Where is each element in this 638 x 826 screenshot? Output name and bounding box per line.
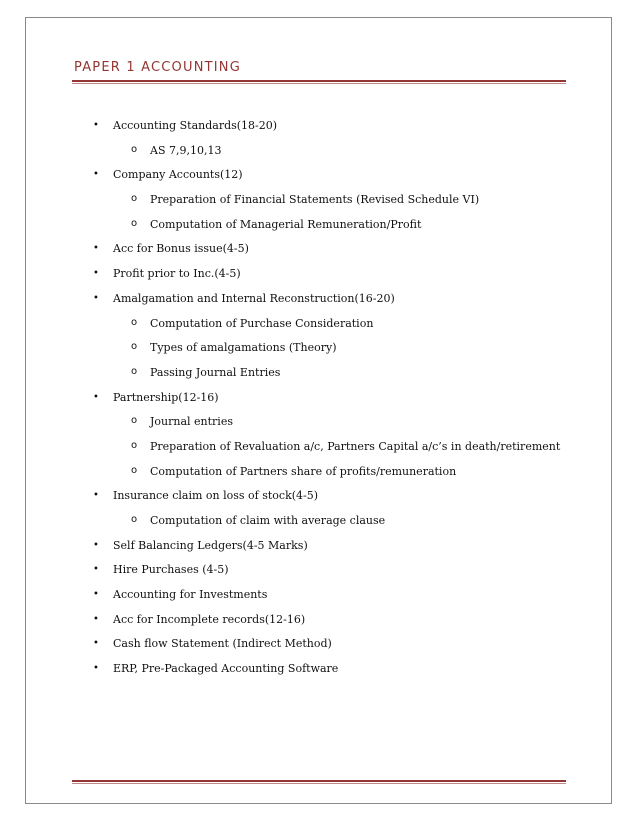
bullet-icon: •	[93, 391, 99, 403]
list-item-text: ERP, Pre-Packaged Accounting Software	[113, 662, 339, 676]
bullet-icon: •	[93, 120, 99, 131]
list-item-text: Cash flow Statement (Indirect Method)	[113, 637, 332, 651]
bullet-icon: •	[93, 539, 99, 551]
list-item-text: Computation of Managerial Remuneration/Profit	[150, 217, 422, 231]
list-item-text: Insurance claim on loss of stock(4-5)	[113, 489, 319, 503]
list-item	[0, 583, 638, 608]
sub-list-item	[0, 139, 638, 164]
hollow-bullet-icon: o	[131, 341, 138, 353]
sub-list-item	[0, 312, 638, 337]
bullet-icon: •	[93, 663, 99, 675]
list-item	[0, 262, 638, 287]
sub-list-item	[0, 460, 638, 485]
list-item-text: Company Accounts(12)	[113, 168, 243, 182]
list-item	[0, 287, 638, 312]
list-item	[0, 608, 638, 633]
bullet-icon: •	[93, 169, 99, 181]
hollow-bullet-icon: o	[131, 217, 138, 229]
list-item-text: Journal entries	[150, 415, 233, 429]
list-item-text: Self Balancing Ledgers(4-5 Marks)	[113, 538, 308, 552]
list-item-text: Profit prior to Inc.(4-5)	[113, 267, 241, 281]
sub-list-item	[0, 361, 638, 386]
list-item-text: Computation of Partners share of profits/remuneration	[150, 464, 457, 478]
bullet-icon: •	[93, 564, 99, 576]
list-item-text: Partnership(12-16)	[113, 390, 219, 404]
list-item-text: Acc for Incomplete records(12-16)	[113, 612, 306, 626]
sub-list-item	[0, 509, 638, 534]
list-item-text: Computation of claim with average clause	[150, 514, 386, 527]
sub-list-item	[0, 188, 638, 213]
hollow-bullet-icon: o	[131, 415, 138, 427]
list-item	[0, 558, 638, 583]
list-item-text: Amalgamation and Internal Reconstruction(16-20)	[113, 291, 395, 305]
hollow-bullet-icon: o	[131, 316, 138, 328]
hollow-bullet-icon: o	[131, 439, 138, 451]
bullet-icon: •	[93, 613, 99, 625]
list-item-text: AS 7,9,10,13	[150, 143, 222, 157]
topic-list	[0, 114, 638, 682]
list-item-text: Passing Journal Entries	[150, 365, 281, 379]
list-item-text: Computation of Purchase Consideration	[150, 316, 374, 330]
list-item	[0, 632, 638, 657]
hollow-bullet-icon: o	[131, 193, 138, 205]
sub-list-item	[0, 213, 638, 238]
sub-list-item	[0, 336, 638, 361]
hollow-bullet-icon: o	[131, 514, 138, 525]
list-item-text: Accounting for Investments	[113, 588, 268, 602]
list-item-text: Acc for Bonus issue(4-5)	[113, 242, 249, 256]
list-item	[0, 484, 638, 509]
list-item	[0, 114, 638, 139]
page-title: PAPER 1 ACCOUNTING	[74, 60, 241, 75]
list-item-text: Accounting Standards(18-20)	[113, 119, 278, 132]
bullet-icon: •	[93, 292, 99, 304]
list-item-text: Preparation of Financial Statements (Revised Schedule VI)	[150, 193, 480, 207]
bullet-icon: •	[93, 268, 99, 280]
list-item-text: Types of amalgamations (Theory)	[150, 341, 337, 355]
list-item	[0, 386, 638, 411]
bullet-icon: •	[93, 638, 99, 650]
bullet-icon: •	[93, 490, 99, 502]
sub-list-item	[0, 410, 638, 435]
bullet-icon: •	[93, 243, 99, 255]
list-item-text: Preparation of Revaluation a/c, Partners Capital a/c’s in death/retirement	[150, 439, 561, 453]
hollow-bullet-icon: o	[131, 365, 138, 377]
hollow-bullet-icon: o	[131, 464, 138, 476]
list-item	[0, 163, 638, 188]
list-item	[0, 237, 638, 262]
footer-divider	[72, 780, 566, 782]
list-item	[0, 534, 638, 559]
list-item-text: Hire Purchases (4-5)	[113, 563, 229, 577]
sub-list-item	[0, 435, 638, 460]
bullet-icon: •	[93, 589, 99, 601]
hollow-bullet-icon: o	[131, 143, 138, 155]
list-item	[0, 657, 638, 682]
title-divider	[72, 80, 566, 82]
